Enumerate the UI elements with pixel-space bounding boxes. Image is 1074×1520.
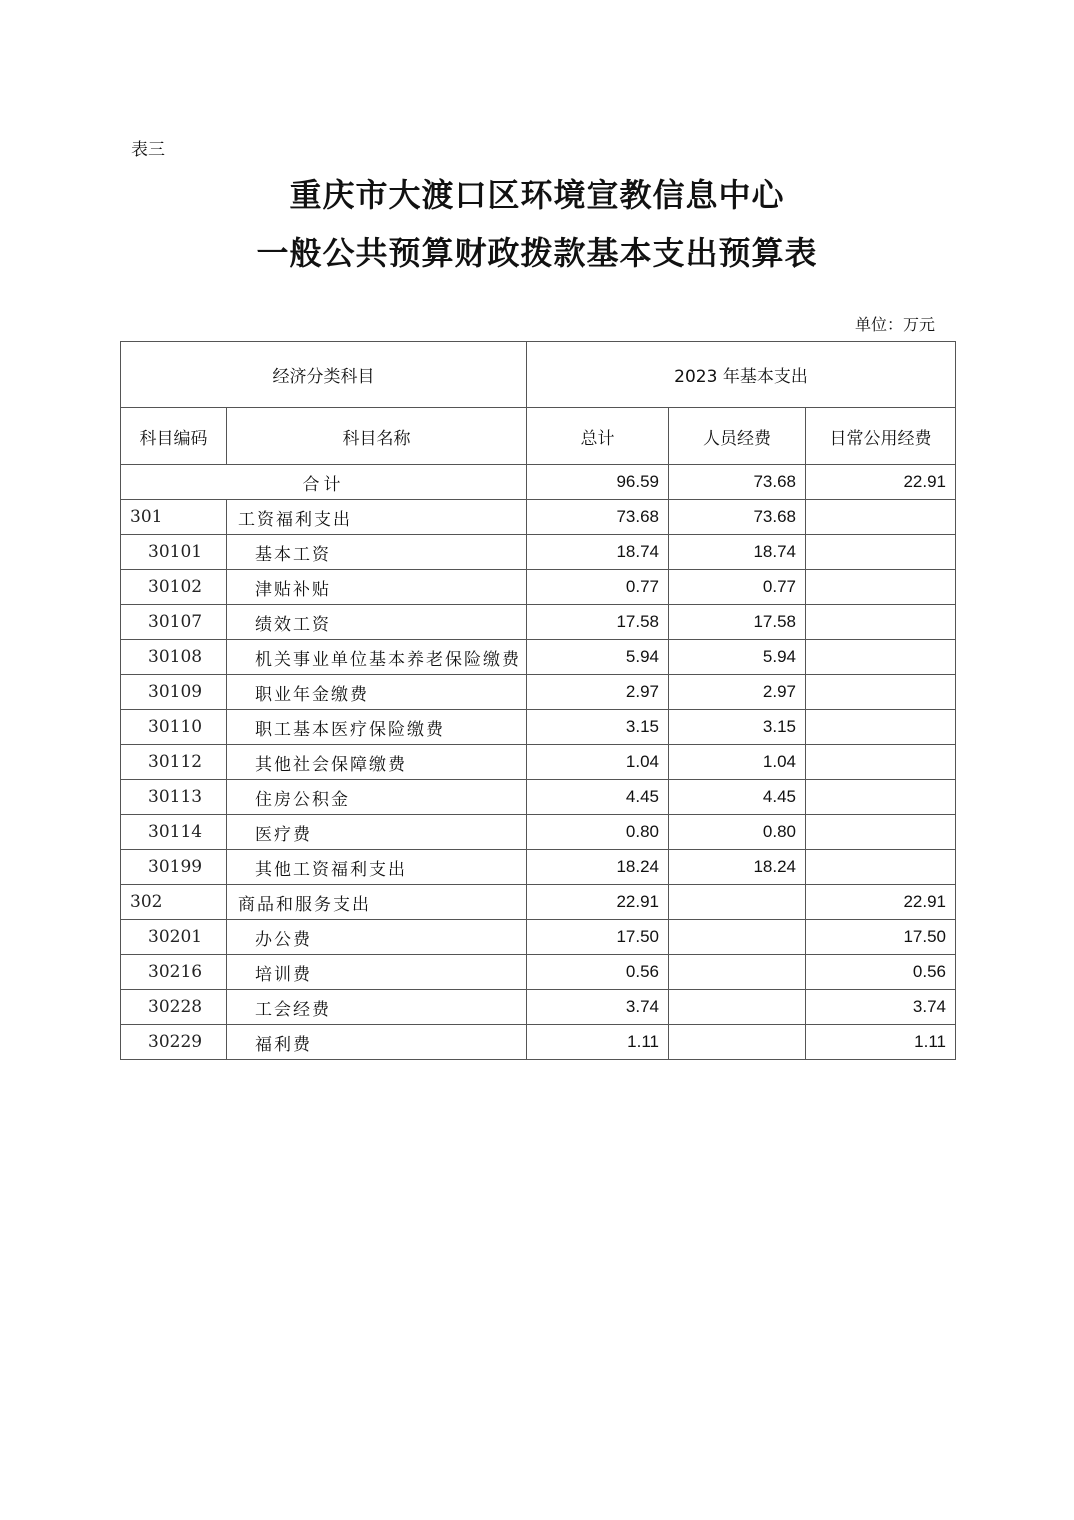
header-row-1: [121, 342, 956, 408]
row-public: [806, 850, 956, 885]
row-personnel: 1.04: [669, 745, 806, 780]
row-personnel: [669, 1025, 806, 1060]
total-row: [121, 465, 956, 500]
row-total: 18.24: [527, 850, 669, 885]
row-public: [806, 815, 956, 850]
header-public: 日常公用经费: [806, 408, 956, 465]
row-public: 3.74: [806, 990, 956, 1025]
row-personnel: 4.45: [669, 780, 806, 815]
table-row: [121, 640, 956, 675]
row-total: 0.80: [527, 815, 669, 850]
row-name: 工会经费: [227, 990, 527, 1025]
row-personnel: 18.74: [669, 535, 806, 570]
row-personnel: 17.58: [669, 605, 806, 640]
header-row-2: [121, 408, 956, 465]
row-total: 4.45: [527, 780, 669, 815]
table-row: [121, 920, 956, 955]
row-name: 其他社会保障缴费: [227, 745, 527, 780]
row-code: 301: [121, 500, 227, 535]
row-total: 3.74: [527, 990, 669, 1025]
table-row: [121, 780, 956, 815]
row-public: [806, 500, 956, 535]
row-public: [806, 780, 956, 815]
row-total: 22.91: [527, 885, 669, 920]
row-total: 5.94: [527, 640, 669, 675]
row-code: 30114: [121, 815, 227, 850]
row-total: 17.58: [527, 605, 669, 640]
row-total: 73.68: [527, 500, 669, 535]
row-code: 30102: [121, 570, 227, 605]
row-public: 1.11: [806, 1025, 956, 1060]
row-public: 0.56: [806, 955, 956, 990]
row-code: 30228: [121, 990, 227, 1025]
row-personnel: 3.15: [669, 710, 806, 745]
table-row: [121, 955, 956, 990]
table-row: [121, 570, 956, 605]
row-code: 30112: [121, 745, 227, 780]
header-code: 科目编码: [121, 408, 227, 465]
table-row: [121, 815, 956, 850]
row-personnel: [669, 885, 806, 920]
row-code: 30199: [121, 850, 227, 885]
row-code: 302: [121, 885, 227, 920]
row-total: 0.77: [527, 570, 669, 605]
table-row: [121, 500, 956, 535]
row-personnel: 0.77: [669, 570, 806, 605]
row-name: 办公费: [227, 920, 527, 955]
row-public: [806, 745, 956, 780]
table-number-label: 表三: [131, 140, 165, 160]
row-name: 商品和服务支出: [227, 885, 527, 920]
row-code: 30107: [121, 605, 227, 640]
row-name: 其他工资福利支出: [227, 850, 527, 885]
table-row: [121, 850, 956, 885]
table-row: [121, 990, 956, 1025]
total-public: 22.91: [806, 465, 956, 500]
row-name: 绩效工资: [227, 605, 527, 640]
row-public: [806, 535, 956, 570]
row-name: 职业年金缴费: [227, 675, 527, 710]
unit-label: 单位：万元: [855, 315, 936, 334]
header-econ-category: 经济分类科目: [121, 342, 527, 408]
row-code: 30108: [121, 640, 227, 675]
total-label: 合计: [121, 465, 527, 500]
row-name: 基本工资: [227, 535, 527, 570]
row-code: 30110: [121, 710, 227, 745]
row-name: 职工基本医疗保险缴费: [227, 710, 527, 745]
row-total: 1.04: [527, 745, 669, 780]
row-name: 医疗费: [227, 815, 527, 850]
row-name: 住房公积金: [227, 780, 527, 815]
row-personnel: [669, 955, 806, 990]
budget-table-body: [121, 342, 956, 1060]
table-row: [121, 885, 956, 920]
table-row: [121, 605, 956, 640]
row-personnel: [669, 990, 806, 1025]
row-total: 0.56: [527, 955, 669, 990]
header-personnel: 人员经费: [669, 408, 806, 465]
row-code: 30113: [121, 780, 227, 815]
page-title-line2: 一般公共预算财政拨款基本支出预算表: [256, 234, 818, 272]
row-total: 18.74: [527, 535, 669, 570]
header-total: 总计: [527, 408, 669, 465]
row-public: 22.91: [806, 885, 956, 920]
row-personnel: 5.94: [669, 640, 806, 675]
header-basic-expenditure: 2023 年基本支出: [527, 342, 956, 408]
row-name: 津贴补贴: [227, 570, 527, 605]
total-personnel: 73.68: [669, 465, 806, 500]
header-name: 科目名称: [227, 408, 527, 465]
row-code: 30229: [121, 1025, 227, 1060]
row-total: 1.11: [527, 1025, 669, 1060]
table-row: [121, 535, 956, 570]
row-code: 30216: [121, 955, 227, 990]
row-personnel: 18.24: [669, 850, 806, 885]
table-row: [121, 675, 956, 710]
table-row: [121, 1025, 956, 1060]
row-personnel: 2.97: [669, 675, 806, 710]
row-name: 工资福利支出: [227, 500, 527, 535]
row-personnel: 0.80: [669, 815, 806, 850]
budget-table: [120, 341, 956, 1060]
row-public: 17.50: [806, 920, 956, 955]
total-total: 96.59: [527, 465, 669, 500]
row-name: 机关事业单位基本养老保险缴费: [227, 640, 527, 675]
row-name: 福利费: [227, 1025, 527, 1060]
row-code: 30201: [121, 920, 227, 955]
table-row: [121, 710, 956, 745]
row-name: 培训费: [227, 955, 527, 990]
row-total: 2.97: [527, 675, 669, 710]
row-public: [806, 710, 956, 745]
page-title-line1: 重庆市大渡口区环境宣教信息中心: [289, 176, 785, 214]
table-row: [121, 745, 956, 780]
row-code: 30109: [121, 675, 227, 710]
row-personnel: [669, 920, 806, 955]
row-total: 17.50: [527, 920, 669, 955]
row-public: [806, 570, 956, 605]
row-public: [806, 605, 956, 640]
row-total: 3.15: [527, 710, 669, 745]
row-public: [806, 675, 956, 710]
row-code: 30101: [121, 535, 227, 570]
row-personnel: 73.68: [669, 500, 806, 535]
row-public: [806, 640, 956, 675]
